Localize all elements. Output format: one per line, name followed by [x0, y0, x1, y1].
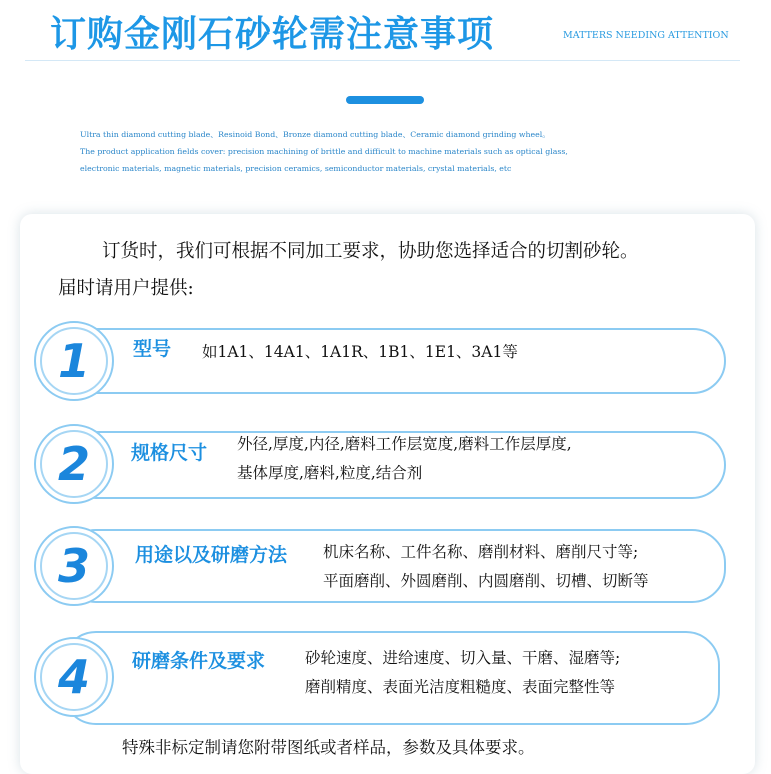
item-3-detail [323, 538, 649, 596]
item-4-number: 4 [40, 643, 108, 711]
product-description [80, 126, 568, 177]
item-3-number: 3 [40, 532, 108, 600]
description-line: The product application fields cover: precision machining of brittle and difficult to machine materials such as optical glass, [80, 147, 568, 156]
item-2-line: 外径,厚度,内径,磨料工作层宽度,磨料工作层厚度, [237, 435, 572, 453]
item-3-label: 用途以及研磨方法 [135, 544, 288, 566]
intro-line: 订货时，我们可根据不同加工要求，协助您选择适合的切割砂轮。 [102, 241, 639, 262]
item-1-number: 1 [40, 327, 108, 395]
item-4-detail [305, 644, 620, 702]
item-2-detail [237, 430, 572, 488]
item-2-number: 2 [40, 430, 108, 498]
page-subtitle: MATTERS NEEDING ATTENTION [563, 30, 729, 41]
item-1-line: 如1A1、14A1、1A1R、1B1、1E1、3A1等 [202, 343, 518, 361]
item-4-line: 砂轮速度、进给速度、切入量、干磨、湿磨等; [305, 649, 621, 667]
item-4-number-badge [34, 637, 114, 717]
item-3-line: 机床名称、工件名称、磨削材料、磨削尺寸等; [323, 543, 639, 561]
description-line: Ultra thin diamond cutting blade、Resinoid Bond、Bronze diamond cutting blade、Ceramic diamond grinding wheel。 [80, 130, 551, 139]
intro-line: 届时请用户提供: [58, 278, 194, 299]
footer-note: 特殊非标定制请您附带图纸或者样品，参数及具体要求。 [122, 738, 535, 757]
title-divider [25, 60, 740, 61]
item-2-label: 规格尺寸 [131, 442, 208, 464]
description-line: electronic materials, magnetic materials, precision ceramics, semiconductor materials, crystal materials, etc [80, 164, 512, 173]
item-3-number-badge [34, 526, 114, 606]
item-3-line: 平面磨削、外圆磨削、内圆磨削、切槽、切断等 [323, 572, 649, 590]
item-2-line: 基体厚度,磨料,粒度,结合剂 [237, 464, 423, 482]
item-4-label: 研磨条件及要求 [132, 650, 266, 672]
item-1-number-badge [34, 321, 114, 401]
item-4-line: 磨削精度、表面光洁度粗糙度、表面完整性等 [305, 678, 616, 696]
item-1-label: 型号 [133, 338, 172, 360]
item-1-detail [202, 338, 518, 367]
accent-bar [346, 96, 424, 104]
item-2-number-badge [34, 424, 114, 504]
intro-text [58, 233, 738, 307]
page-title: 订购金刚石砂轮需注意事项 [50, 14, 495, 55]
